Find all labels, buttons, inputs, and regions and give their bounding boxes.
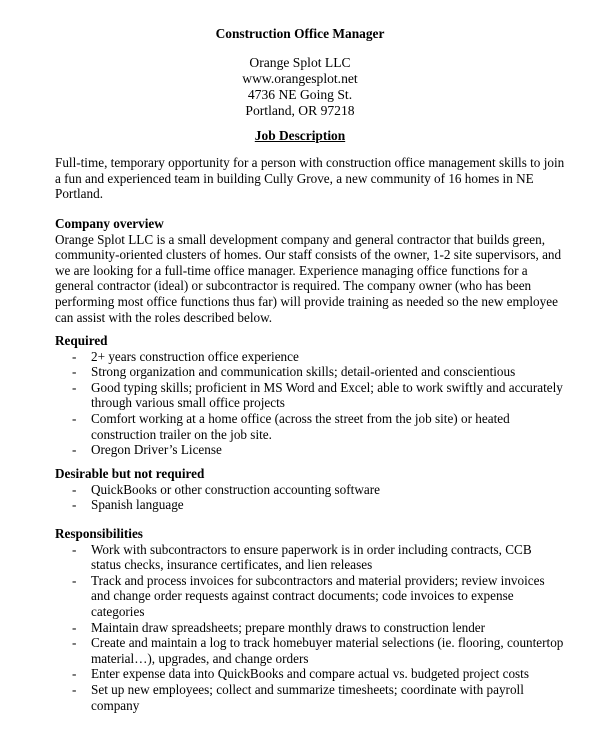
list-item bbox=[55, 482, 575, 498]
company-city: Portland, OR 97218 bbox=[245, 103, 355, 118]
list-marker: - bbox=[72, 410, 77, 426]
list-item bbox=[55, 364, 575, 380]
overview-line: performing most office functions thus far) will provide training as needed so the new employee bbox=[55, 293, 558, 309]
list-marker: - bbox=[72, 481, 77, 497]
intro-line: Full-time, temporary opportunity for a person with construction office management skills to join bbox=[55, 155, 565, 170]
list-marker: - bbox=[72, 681, 77, 697]
list-item bbox=[55, 442, 575, 458]
list-item-line: QuickBooks or other construction accounting software bbox=[91, 481, 380, 497]
list-marker: - bbox=[72, 635, 77, 651]
required-list bbox=[55, 349, 575, 458]
list-item bbox=[55, 682, 575, 713]
list-item-line: 2+ years construction office experience bbox=[91, 348, 299, 364]
list-item bbox=[55, 620, 575, 636]
company-overview-heading: Company overview bbox=[55, 216, 164, 231]
company-address-block bbox=[0, 55, 600, 119]
list-item-line: Maintain draw spreadsheets; prepare monthly draws to construction lender bbox=[91, 619, 486, 635]
overview-line: Orange Splot LLC is a small development company and general contractor that builds green, bbox=[55, 231, 545, 247]
overview-line: can assist with the roles described below. bbox=[55, 309, 273, 325]
desirable-heading: Desirable but not required bbox=[55, 466, 205, 481]
overview-line: community-oriented clusters of homes. Our staff consists of the owner, 1-2 site supervisors, and bbox=[55, 247, 562, 263]
list-marker: - bbox=[72, 497, 77, 513]
desirable-list bbox=[55, 482, 575, 513]
company-name: Orange Splot LLC bbox=[249, 55, 351, 70]
list-item-line: material…), upgrades, and change orders bbox=[91, 650, 309, 666]
list-marker: - bbox=[72, 379, 77, 395]
list-item-line: Track and process invoices for subcontractors and material providers; review invoices bbox=[91, 572, 545, 588]
list-item-line: Spanish language bbox=[91, 497, 184, 513]
list-item-line: Comfort working at a home office (across the street from the job site) or heated bbox=[91, 410, 510, 426]
responsibilities-heading: Responsibilities bbox=[55, 526, 143, 541]
overview-line: general contractor (ideal) or subcontractor is required. The company owner (who has been bbox=[55, 278, 532, 294]
job-description-heading: Job Description bbox=[254, 128, 346, 143]
overview-line: we are looking for a full-time office manager. Experience managing office functions for a bbox=[55, 262, 528, 278]
responsibilities-section bbox=[55, 526, 575, 713]
intro-line: a fun and experienced team in building Cully Grove, a new community of 16 homes in NE bbox=[55, 170, 534, 186]
list-item-line: Create and maintain a log to track homebuyer material selections (ie. flooring, countertop bbox=[91, 635, 564, 651]
list-item-line: through various small office projects bbox=[91, 395, 285, 411]
list-item-line: categories bbox=[91, 603, 145, 619]
company-website: www.orangesplot.net bbox=[242, 71, 358, 86]
list-item-line: Good typing skills; proficient in MS Word and Excel; able to work swiftly and accurately bbox=[91, 379, 563, 395]
required-section bbox=[55, 333, 575, 458]
required-heading: Required bbox=[55, 333, 108, 348]
list-item-line: Oregon Driver’s License bbox=[91, 442, 222, 458]
list-item bbox=[55, 497, 575, 513]
list-marker: - bbox=[72, 442, 77, 458]
list-marker: - bbox=[72, 348, 77, 364]
list-marker: - bbox=[72, 666, 77, 682]
intro-paragraph bbox=[55, 155, 575, 202]
list-item bbox=[55, 380, 575, 411]
list-item-line: Strong organization and communication skills; detail-oriented and conscientious bbox=[91, 364, 516, 380]
desirable-section bbox=[55, 466, 575, 513]
list-item bbox=[55, 635, 575, 666]
list-item-line: Enter expense data into QuickBooks and compare actual vs. budgeted project costs bbox=[91, 666, 529, 682]
list-marker: - bbox=[72, 364, 77, 380]
list-item bbox=[55, 349, 575, 365]
list-item-line: company bbox=[91, 697, 140, 713]
list-item bbox=[55, 666, 575, 682]
list-marker: - bbox=[72, 619, 77, 635]
list-item-line: status checks, insurance certificates, and lien releases bbox=[91, 557, 373, 573]
list-item bbox=[55, 573, 575, 620]
list-item-line: and change order requests against contract documents; code invoices to expense bbox=[91, 588, 514, 604]
company-street: 4736 NE Going St. bbox=[247, 87, 353, 102]
list-item bbox=[55, 542, 575, 573]
intro-line: Portland. bbox=[55, 186, 103, 202]
list-item-line: construction trailer on the job site. bbox=[91, 426, 272, 442]
list-item-line: Set up new employees; collect and summarize timesheets; coordinate with payroll bbox=[91, 681, 524, 697]
responsibilities-list bbox=[55, 542, 575, 714]
company-overview-section bbox=[55, 216, 575, 325]
document-title: Construction Office Manager bbox=[215, 26, 385, 41]
list-item bbox=[55, 411, 575, 442]
list-marker: - bbox=[72, 541, 77, 557]
list-marker: - bbox=[72, 572, 77, 588]
list-item-line: Work with subcontractors to ensure paperwork is in order including contracts, CCB bbox=[91, 541, 532, 557]
